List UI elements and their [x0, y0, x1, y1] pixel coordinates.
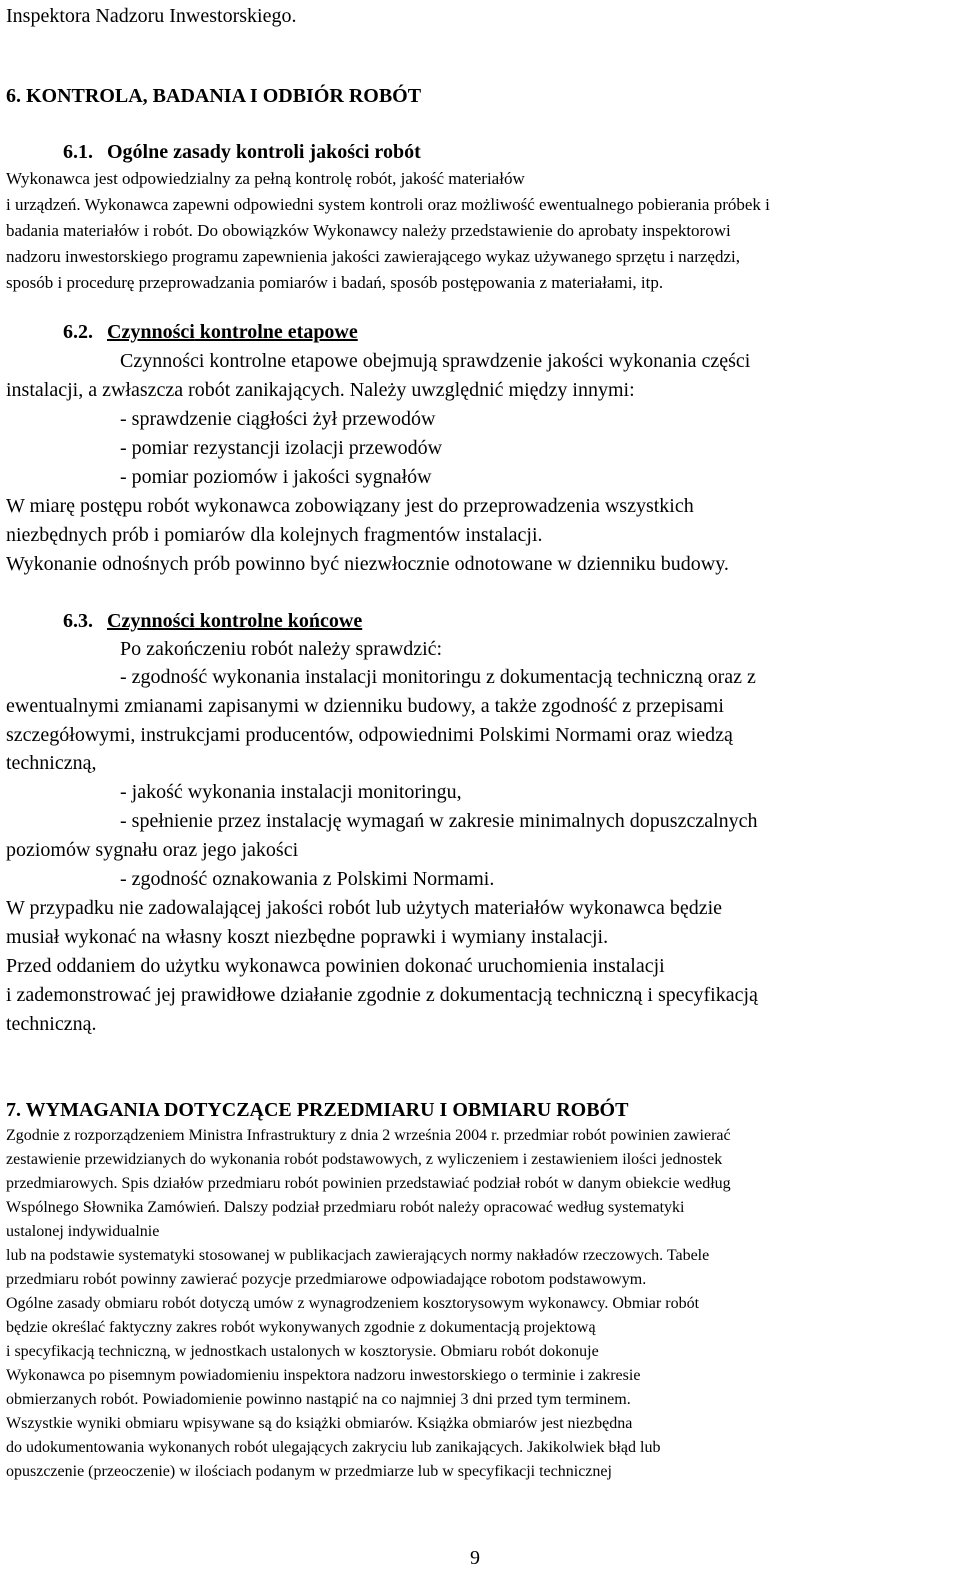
list-item: - spełnienie przez instalację wymagań w zakresie minimalnych dopuszczalnych: [120, 810, 758, 832]
paragraph-line: W przypadku nie zadowalającej jakości robót lub użytych materiałów wykonawca będzie: [6, 897, 723, 919]
paragraph-line: Przed oddaniem do użytku wykonawca powinien dokonać uruchomienia instalacji: [6, 955, 665, 977]
paragraph-line: i specyfikacją techniczną, w jednostkach ustalonych w kosztorysie. Obmiaru robót dokonuje: [6, 1343, 599, 1360]
paragraph-line: badania materiałów i robót. Do obowiązków Wykonawcy należy przedstawienie do aprobaty inspektorowi: [6, 221, 731, 240]
paragraph-line: niezbędnych prób i pomiarów dla kolejnych fragmentów instalacji.: [6, 524, 543, 546]
paragraph-line: szczegółowymi, instrukcjami producentów, odpowiednimi Polskimi Normami oraz wiedzą: [6, 724, 733, 746]
page-number: 9: [470, 1547, 480, 1569]
paragraph-line: Czynności kontrolne etapowe obejmują sprawdzenie jakości wykonania części: [120, 350, 751, 372]
paragraph-line: techniczną,: [6, 752, 97, 774]
paragraph-line: Ogólne zasady obmiaru robót dotyczą umów z wynagrodzeniem kosztorysowym wykonawcy. Obmiar robót: [6, 1295, 700, 1312]
paragraph-line: przedmiarowych. Spis działów przedmiaru robót powinien przedstawiać podział robót w danym obiekcie według: [6, 1175, 731, 1192]
paragraph-line: i zademonstrować jej prawidłowe działanie zgodnie z dokumentacją techniczną i specyfikacją: [6, 984, 758, 1006]
paragraph-line: przedmiaru robót powinny zawierać pozycje przedmiarowe odpowiadające robotom podstawowym.: [6, 1271, 647, 1288]
list-item: - pomiar rezystancji izolacji przewodów: [120, 437, 443, 459]
paragraph-line: Po zakończeniu robót należy sprawdzić:: [120, 638, 443, 660]
paragraph-line: Wszystkie wyniki obmiaru wpisywane są do książki obmiarów. Książka obmiarów jest niezbędna: [6, 1415, 633, 1432]
paragraph-line: instalacji, a zwłaszcza robót zanikających. Należy uwzględnić między innymi:: [6, 379, 635, 401]
paragraph-line: Wykonawca jest odpowiedzialny za pełną kontrolę robót, jakość materiałów: [6, 169, 525, 188]
paragraph-line: techniczną.: [6, 1013, 97, 1035]
paragraph-line: opuszczenie (przeoczenie) w ilościach podanym w przedmiarze lub w specyfikacji technicznej: [6, 1463, 612, 1480]
paragraph-line: sposób i procedurę przeprowadzania pomiarów i badań, sposób postępowania z materiałami, itp.: [6, 273, 664, 292]
section-7-heading: 7. WYMAGANIA DOTYCZĄCE PRZEDMIARU I OBMIARU ROBÓT: [6, 1099, 629, 1121]
paragraph-line: będzie określać faktyczny zakres robót wykonywanych zgodnie z dokumentacją projektową: [6, 1319, 596, 1336]
paragraph-line: W miarę postępu robót wykonawca zobowiązany jest do przeprowadzenia wszystkich: [6, 495, 694, 517]
paragraph-line: ustalonej indywidualnie: [6, 1223, 160, 1240]
paragraph-line: i urządzeń. Wykonawca zapewni odpowiedni system kontroli oraz możliwość ewentualnego pobierania próbek i: [6, 195, 770, 214]
section-6-1-title: Ogólne zasady kontroli jakości robót: [107, 141, 421, 163]
paragraph-line: ewentualnymi zmianami zapisanymi w dzienniku budowy, a także zgodność z przepisami: [6, 695, 724, 717]
section-6-3-title: Czynności kontrolne końcowe: [107, 610, 363, 632]
section-6-heading: 6. KONTROLA, BADANIA I ODBIÓR ROBÓT: [6, 85, 422, 107]
list-item: - pomiar poziomów i jakości sygnałów: [120, 466, 432, 488]
paragraph-line: musiał wykonać na własny koszt niezbędne poprawki i wymiany instalacji.: [6, 926, 609, 948]
section-6-3-number: 6.3.: [63, 610, 93, 632]
paragraph-line: lub na podstawie systematyki stosowanej w publikacjach zawierających normy nakładów rzeczowych. Tabele: [6, 1247, 710, 1264]
header-line: Inspektora Nadzoru Inwestorskiego.: [6, 5, 297, 27]
list-item: - zgodność wykonania instalacji monitoringu z dokumentacją techniczną oraz z: [120, 666, 756, 688]
list-item: - sprawdzenie ciągłości żył przewodów: [120, 408, 436, 430]
paragraph-line: zestawienie przewidzianych do wykonania robót podstawowych, z wyliczeniem i zestawieniem ilości jednostek: [6, 1151, 723, 1168]
section-6-2-title: Czynności kontrolne etapowe: [107, 321, 358, 343]
paragraph-line: Wykonawca po pisemnym powiadomieniu inspektora nadzoru inwestorskiego o terminie i zakresie: [6, 1367, 641, 1384]
paragraph-line: Zgodnie z rozporządzeniem Ministra Infrastruktury z dnia 2 września 2004 r. przedmiar robót powinien zawierać: [6, 1127, 731, 1144]
section-6-2-number: 6.2.: [63, 321, 93, 343]
paragraph-line: poziomów sygnału oraz jego jakości: [6, 839, 299, 861]
paragraph-line: nadzoru inwestorskiego programu zapewnienia jakości zawierającego wykaz używanego sprzętu i narzędzi,: [6, 247, 740, 266]
paragraph-line: obmierzanych robót. Powiadomienie powinno nastąpić na co najmniej 3 dni przed tym terminem.: [6, 1391, 631, 1408]
paragraph-line: Wspólnego Słownika Zamówień. Dalszy podział przedmiaru robót należy opracować według systematyki: [6, 1199, 685, 1216]
paragraph-line: Wykonanie odnośnych prób powinno być niezwłocznie odnotowane w dzienniku budowy.: [6, 553, 729, 575]
list-item: - jakość wykonania instalacji monitoringu,: [120, 781, 462, 803]
list-item: - zgodność oznakowania z Polskimi Normami.: [120, 868, 495, 890]
section-6-1-number: 6.1.: [63, 141, 93, 163]
paragraph-line: do udokumentowania wykonanych robót ulegających zakryciu lub zanikających. Jakikolwiek błąd lub: [6, 1439, 661, 1456]
